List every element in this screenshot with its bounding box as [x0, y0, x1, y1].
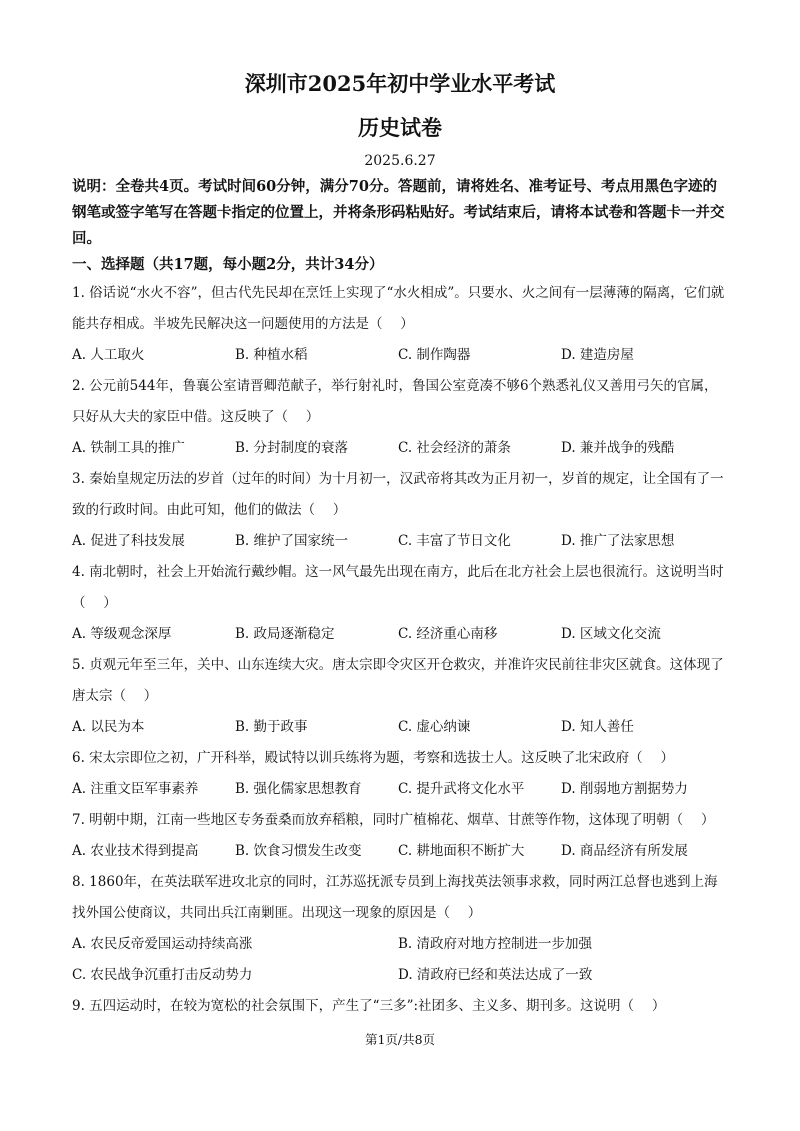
- option-a: A. 注重文臣军事素养: [72, 781, 199, 797]
- option-b: B. 强化儒家思想教育: [235, 781, 362, 797]
- option-c: C. 提升武将文化水平: [398, 781, 525, 797]
- question-8: [72, 867, 728, 991]
- question-5: [72, 650, 728, 743]
- question-text: 4. 南北朝时，社会上开始流行戴纱帽。这一风气最先出现在南方，此后在北方社会上层也很流行。这说明当时（ ）: [72, 564, 724, 611]
- exam-subtitle: 历史试卷: [358, 115, 442, 140]
- option-b: B. 政局逐渐稳定: [235, 626, 335, 642]
- question-options: [72, 929, 728, 960]
- question-2: [72, 371, 728, 464]
- option-b: B. 清政府对地方控制进一步加强: [398, 936, 593, 952]
- question-text: 6. 宋太宗即位之初，广开科举，殿试特以训兵练将为题，考察和选拔士人。这反映了北宋政府（ ）: [72, 750, 674, 766]
- exam-date: 2025.6.27: [364, 153, 436, 169]
- question-options: [72, 433, 728, 464]
- option-d: D. 推广了法家思想: [561, 533, 675, 549]
- question-text: 3. 秦始皇规定历法的岁首（过年的时间）为十月初一，汉武帝将其改为正月初一，岁首的规定，让全国有了一致的行政时间。由此可知，他们的做法（ ）: [72, 471, 724, 518]
- question-options: [72, 526, 728, 557]
- option-d: D. 建造房屋: [561, 347, 634, 363]
- option-c: C. 经济重心南移: [398, 626, 498, 642]
- question-6: [72, 743, 728, 805]
- question-options: [72, 774, 728, 805]
- instructions: 说明：全卷共4页。考试时间60分钟，满分70分。答题前，请将姓名、准考证号、考点用黑色字迹的钢笔或签字笔写在答题卡指定的位置上，并将条形码粘贴好。考试结束后，请将本试卷和答题卡一并交回。: [72, 178, 725, 247]
- section-title: 一、选择题（共17题，每小题2分，共计34分）: [72, 256, 384, 273]
- option-d: D. 兼并战争的残酷: [561, 440, 675, 456]
- option-d: D. 削弱地方割据势力: [561, 781, 688, 797]
- option-a: A. 等级观念深厚: [72, 626, 172, 642]
- option-c: C. 丰富了节日文化: [398, 533, 511, 549]
- question-text: 9. 五四运动时，在较为宽松的社会氛围下，产生了“三多”:社团多、主义多、期刊多。这说明（ ）: [72, 998, 666, 1014]
- option-a: A. 铁制工具的推广: [72, 440, 185, 456]
- option-b: B. 分封制度的衰落: [235, 440, 349, 456]
- option-c: C. 农民战争沉重打击反动势力: [72, 967, 253, 983]
- question-4: [72, 557, 728, 650]
- option-d: D. 商品经济有所发展: [561, 843, 688, 859]
- option-c: C. 虚心纳谏: [398, 719, 471, 735]
- option-b: B. 种植水稻: [235, 347, 308, 363]
- option-c: C. 社会经济的萧条: [398, 440, 511, 456]
- question-options: [72, 960, 728, 991]
- question-options: [72, 619, 728, 650]
- option-a: A. 农业技术得到提高: [72, 843, 199, 859]
- option-a: A. 人工取火: [72, 347, 145, 363]
- option-d: D. 区域文化交流: [561, 626, 661, 642]
- option-c: C. 耕地面积不断扩大: [398, 843, 525, 859]
- option-a: A. 以民为本: [72, 719, 145, 735]
- question-7: [72, 805, 728, 867]
- question-text: 1. 俗话说“水火不容”，但古代先民却在烹饪上实现了“水火相成”。只要水、火之间有一层薄薄的隔离，它们就能共存相成。半坡先民解决这一问题使用的方法是（ ）: [72, 285, 725, 332]
- option-b: B. 勤于政事: [235, 719, 308, 735]
- exam-title: 深圳市2025年初中学业水平考试: [244, 71, 556, 96]
- question-9: [72, 991, 728, 1022]
- option-d: D. 知人善任: [561, 719, 634, 735]
- question-3: [72, 464, 728, 557]
- option-d: D. 清政府已经和英法达成了一致: [398, 967, 593, 983]
- option-c: C. 制作陶器: [398, 347, 471, 363]
- option-a: A. 农民反帝爱国运动持续高涨: [72, 936, 253, 952]
- question-options: [72, 836, 728, 867]
- question-options: [72, 340, 728, 371]
- option-a: A. 促进了科技发展: [72, 533, 185, 549]
- question-options: [72, 712, 728, 743]
- option-b: B. 饮食习惯发生改变: [235, 843, 362, 859]
- page-number: 第1页/共8页: [364, 1032, 436, 1047]
- question-text: 8. 1860年，在英法联军进攻北京的同时，江苏巡抚派专员到上海找英法领事求救，同时两江总督也逃到上海找外国公使商议，共同出兵江南剿匪。出现这一现象的原因是（ ）: [72, 874, 718, 921]
- question-1: [72, 278, 728, 371]
- question-text: 5. 贞观元年至三年，关中、山东连续大灾。唐太宗即令灾区开仓救灾，并准许灾民前往非灾区就食。这体现了唐太宗（ ）: [72, 657, 724, 704]
- question-text: 2. 公元前544年，鲁襄公室请晋卿范献子，举行射礼时，鲁国公室竟凑不够6个熟悉礼仪又善用弓矢的官属，只好从大夫的家臣中借。这反映了（ ）: [72, 378, 718, 425]
- question-text: 7. 明朝中期，江南一些地区专务蚕桑而放弃稻粮，同时广植棉花、烟草、甘蔗等作物，这体现了明朝（ ）: [72, 812, 715, 828]
- option-b: B. 维护了国家统一: [235, 533, 349, 549]
